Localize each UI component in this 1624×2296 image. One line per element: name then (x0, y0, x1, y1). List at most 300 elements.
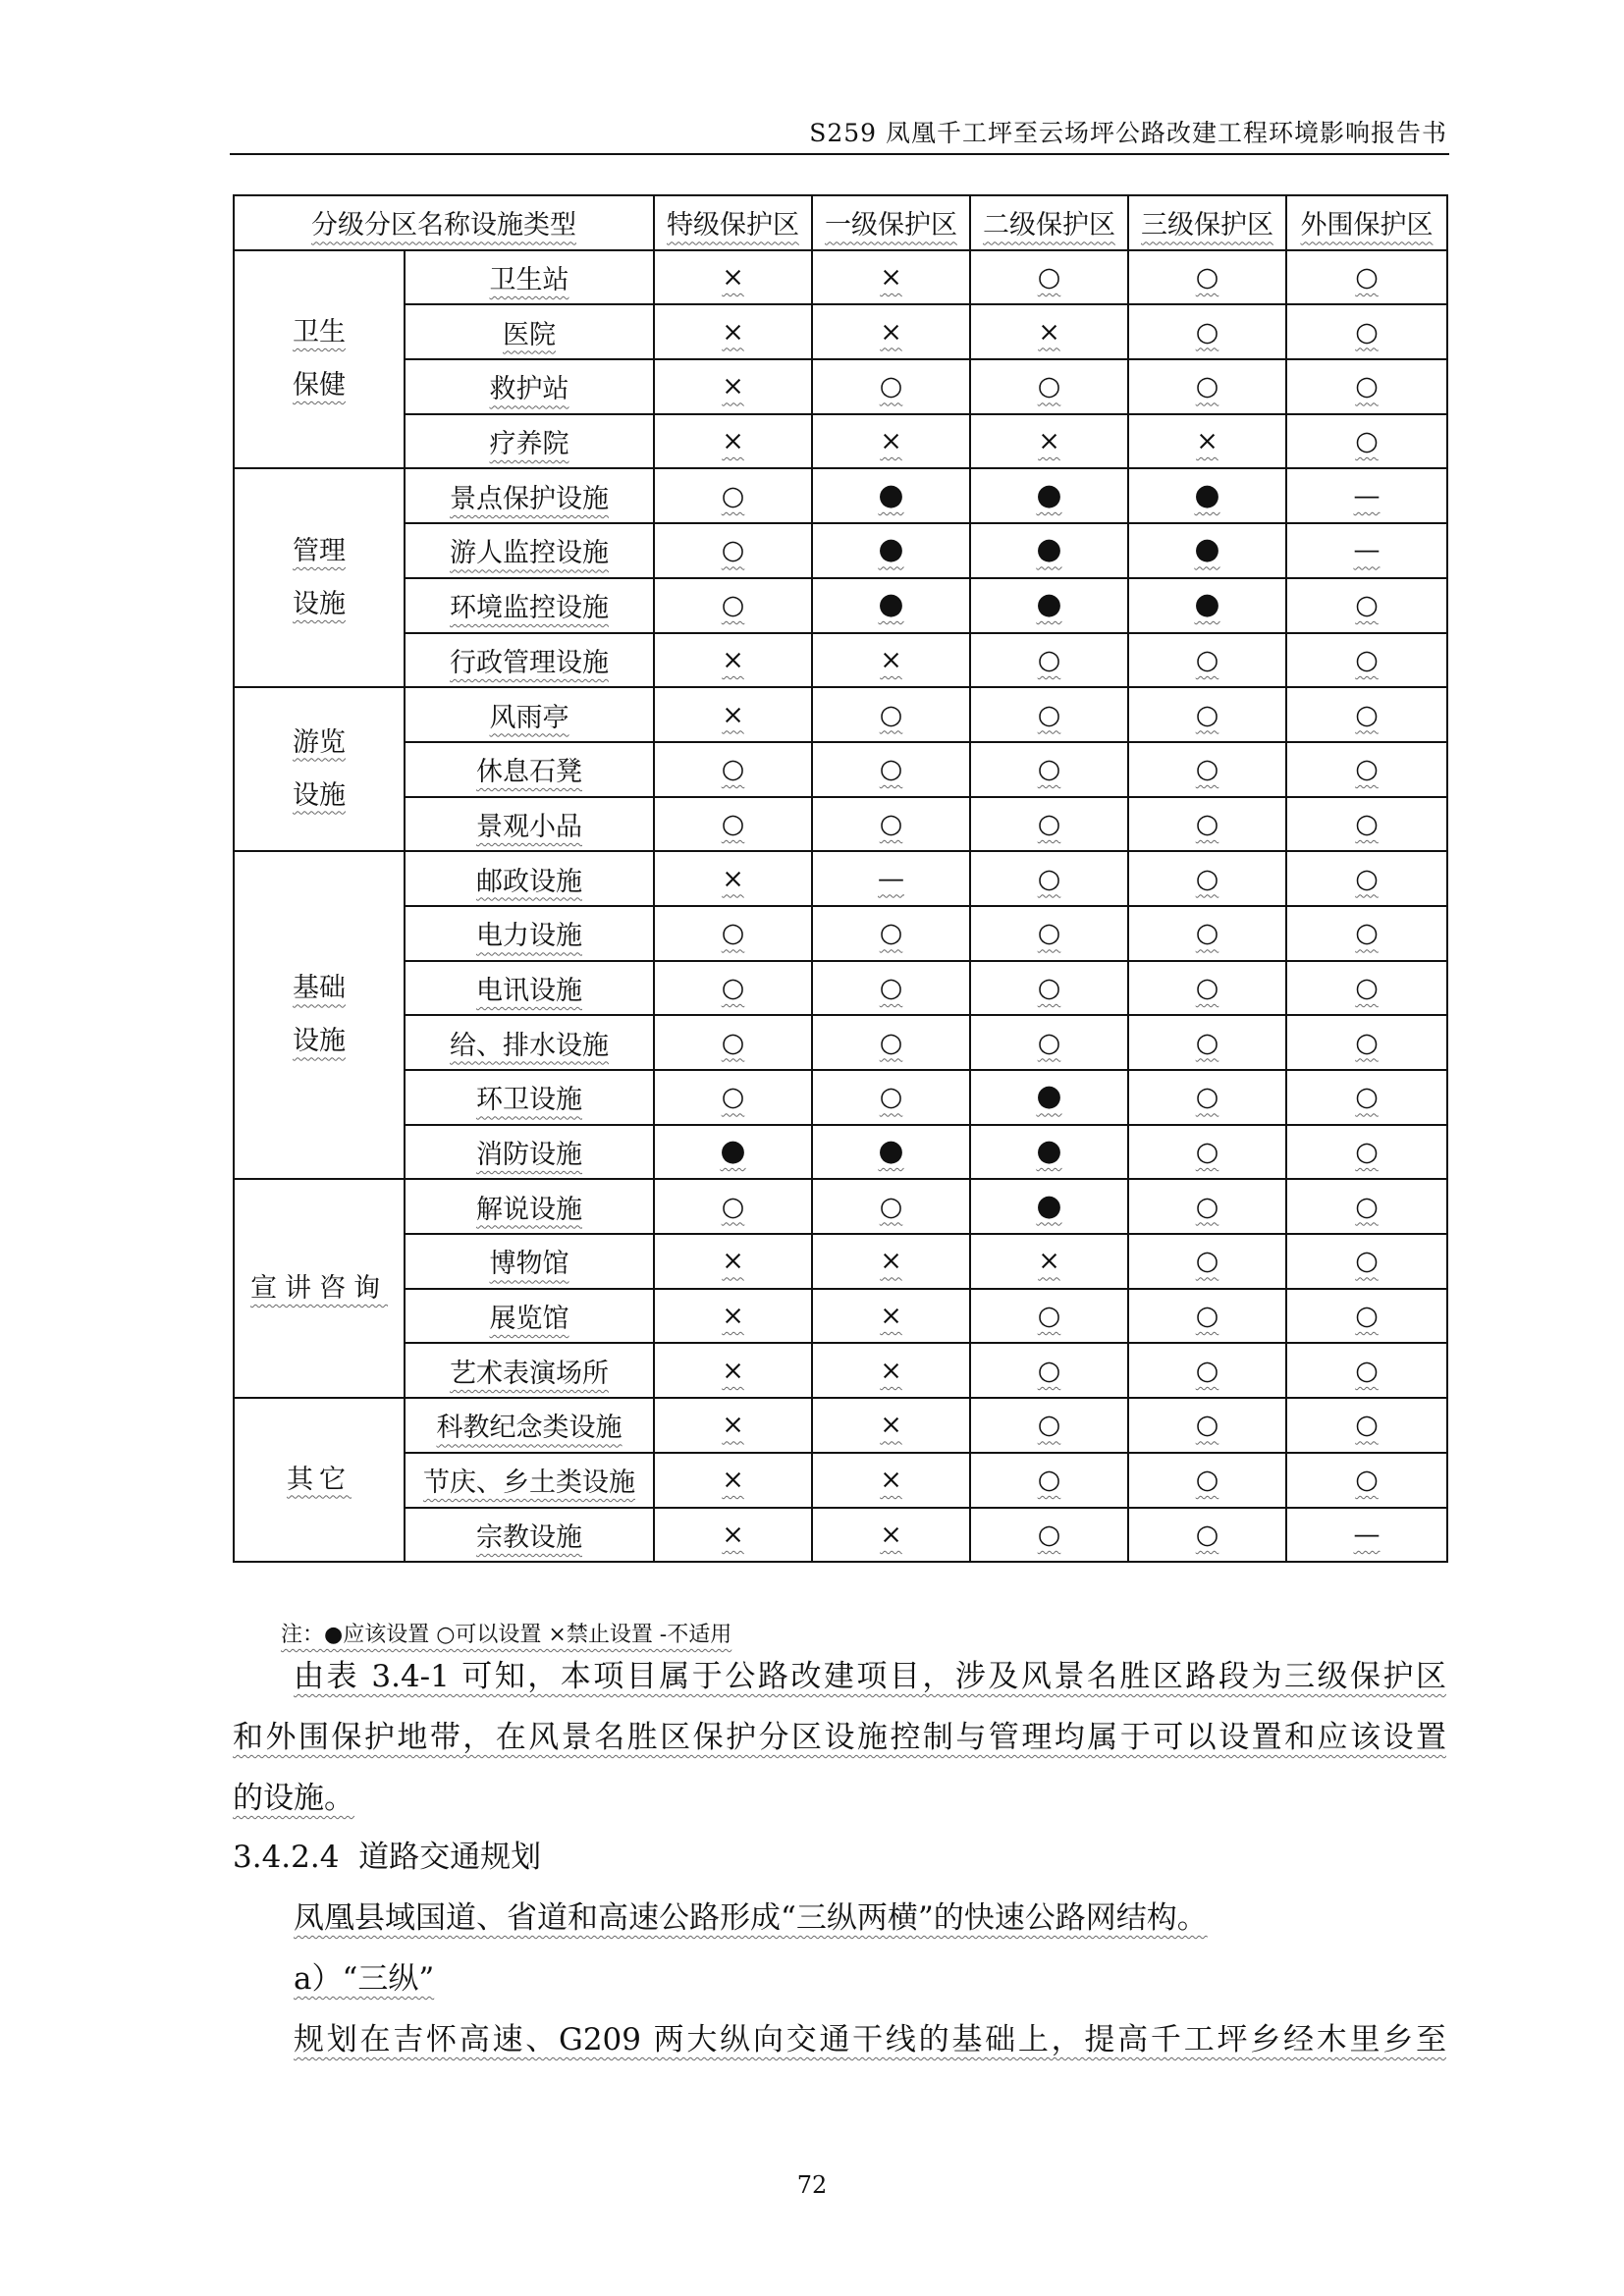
permission-cell (812, 523, 970, 578)
permission-cell (812, 1015, 970, 1070)
permission-cell (812, 1125, 970, 1180)
may-set-mark: ○ (1195, 1410, 1219, 1441)
not-applicable-mark: — (1353, 535, 1380, 566)
permission-cell (970, 633, 1128, 688)
prohibited-mark: × (722, 1519, 744, 1550)
facility-name: 卫生站 (405, 250, 654, 305)
facility-name: 环境监控设施 (405, 578, 654, 633)
prohibited-mark: × (1038, 426, 1060, 457)
may-set-mark: ○ (1355, 1301, 1379, 1332)
paragraph-line: 和外围保护地带，在风景名胜区保护分区设施控制与管理均属于可以设置和应该设置 (233, 1720, 1446, 1755)
may-set-mark: ○ (1195, 1082, 1219, 1113)
facility-name: 疗养院 (405, 414, 654, 469)
may-set-mark: ○ (1195, 1246, 1219, 1277)
permission-cell (654, 468, 812, 523)
permission-cell (1286, 1289, 1447, 1344)
may-set-mark: ○ (1355, 699, 1379, 730)
permission-cell (812, 414, 970, 469)
prohibited-mark: × (1038, 316, 1060, 347)
permission-cell (1286, 851, 1447, 906)
may-set-mark: ○ (1195, 1137, 1219, 1168)
permission-cell (812, 250, 970, 305)
should-set-mark: ● (720, 1134, 746, 1169)
prohibited-mark: × (722, 1301, 744, 1332)
may-set-mark: ○ (1195, 863, 1219, 894)
permission-cell (970, 523, 1128, 578)
may-set-mark: ○ (1355, 972, 1379, 1003)
permission-cell (654, 1398, 812, 1453)
table-row (234, 304, 1447, 359)
permission-cell (970, 414, 1128, 469)
permission-cell (1286, 1343, 1447, 1398)
may-set-mark: ○ (1037, 1027, 1061, 1058)
permission-cell (1128, 1508, 1286, 1563)
group-label: 游览 设施 (234, 687, 405, 851)
permission-cell (1286, 687, 1447, 742)
may-set-mark: ○ (1037, 1465, 1061, 1496)
may-set-mark: ○ (879, 918, 903, 949)
permission-cell (970, 961, 1128, 1016)
facility-name: 博物馆 (405, 1234, 654, 1289)
table-row (234, 1234, 1447, 1289)
may-set-mark: ○ (1355, 590, 1379, 621)
should-set-mark: ● (1194, 477, 1220, 512)
permission-cell (970, 359, 1128, 414)
may-set-mark: ○ (1195, 316, 1219, 347)
corner-header: 分级分区名称设施类型 (234, 195, 654, 250)
permission-cell (812, 633, 970, 688)
table-row (234, 961, 1447, 1016)
facility-name: 行政管理设施 (405, 633, 654, 688)
permission-cell (970, 1453, 1128, 1508)
facility-name: 给、排水设施 (405, 1015, 654, 1070)
may-set-mark: ○ (721, 754, 745, 785)
prohibited-mark: × (1196, 426, 1218, 457)
may-set-mark: ○ (1355, 918, 1379, 949)
may-set-mark: ○ (721, 480, 745, 511)
permission-cell (812, 1070, 970, 1125)
paragraph-line: 的设施。 (233, 1781, 354, 1816)
permission-cell (812, 797, 970, 852)
permission-cell (654, 1015, 812, 1070)
permission-cell (1128, 633, 1286, 688)
facility-name: 景点保护设施 (405, 468, 654, 523)
page-header (230, 110, 1449, 155)
permission-cell (812, 304, 970, 359)
may-set-mark: ○ (1037, 1355, 1061, 1386)
may-set-mark: ○ (721, 590, 745, 621)
column-header: 一级保护区 (812, 195, 970, 250)
table-header-row (234, 195, 1447, 250)
permission-cell (654, 523, 812, 578)
permission-cell (654, 851, 812, 906)
column-header: 二级保护区 (970, 195, 1128, 250)
permission-cell (1128, 961, 1286, 1016)
may-set-mark: ○ (879, 1027, 903, 1058)
prohibited-mark: × (880, 1465, 902, 1496)
may-set-mark: ○ (1355, 1246, 1379, 1277)
table-row (234, 578, 1447, 633)
may-set-mark: ○ (1037, 808, 1061, 839)
permission-cell (1128, 687, 1286, 742)
may-set-mark: ○ (1037, 262, 1061, 294)
permission-cell (654, 1343, 812, 1398)
facility-name: 医院 (405, 304, 654, 359)
prohibited-mark: × (880, 316, 902, 347)
permission-cell (654, 1508, 812, 1563)
prohibited-mark: × (880, 1301, 902, 1332)
may-set-mark: ○ (1037, 1301, 1061, 1332)
prohibited-mark: × (722, 1246, 744, 1277)
table-row (234, 414, 1447, 469)
may-set-mark: ○ (879, 371, 903, 402)
may-set-mark: ○ (721, 808, 745, 839)
may-set-mark: ○ (879, 972, 903, 1003)
permission-cell (654, 1125, 812, 1180)
facility-name: 电讯设施 (405, 961, 654, 1016)
table-row (234, 797, 1447, 852)
may-set-mark: ○ (1355, 1082, 1379, 1113)
may-set-mark: ○ (1355, 1410, 1379, 1441)
page-number: 72 (796, 2171, 828, 2199)
facility-name: 环卫设施 (405, 1070, 654, 1125)
permission-cell (654, 1289, 812, 1344)
facility-name: 展览馆 (405, 1289, 654, 1344)
may-set-mark: ○ (1355, 1465, 1379, 1496)
column-header: 三级保护区 (1128, 195, 1286, 250)
permission-cell (1286, 633, 1447, 688)
permission-cell (654, 1070, 812, 1125)
permission-cell (1286, 1125, 1447, 1180)
table-row (234, 1453, 1447, 1508)
facility-name: 节庆、乡土类设施 (405, 1453, 654, 1508)
permission-cell (1128, 414, 1286, 469)
permission-cell (970, 468, 1128, 523)
prohibited-mark: × (880, 262, 902, 294)
permission-cell (654, 797, 812, 852)
permission-cell (970, 1125, 1128, 1180)
permission-cell (1128, 1234, 1286, 1289)
table-row (234, 1125, 1447, 1180)
group-label: 卫生 保健 (234, 250, 405, 469)
prohibited-mark: × (880, 644, 902, 675)
may-set-mark: ○ (721, 1027, 745, 1058)
table-row (234, 523, 1447, 578)
permission-cell (654, 906, 812, 961)
group-label: 其它 (234, 1398, 405, 1562)
permission-cell (654, 304, 812, 359)
permission-cell (1128, 578, 1286, 633)
may-set-mark: ○ (1037, 918, 1061, 949)
permission-cell (1128, 1070, 1286, 1125)
permission-cell (1286, 1508, 1447, 1563)
permission-cell (970, 851, 1128, 906)
permission-cell (1128, 304, 1286, 359)
permission-cell (1286, 1179, 1447, 1234)
prohibited-mark: × (722, 644, 744, 675)
may-set-mark: ○ (1037, 972, 1061, 1003)
table-row (234, 250, 1447, 305)
facility-name: 景观小品 (405, 797, 654, 852)
permission-cell (1286, 1453, 1447, 1508)
may-set-mark: ○ (1195, 644, 1219, 675)
prohibited-mark: × (722, 316, 744, 347)
permission-cell (812, 1398, 970, 1453)
table-row (234, 468, 1447, 523)
permission-cell (812, 1179, 970, 1234)
permission-cell (812, 1289, 970, 1344)
permission-cell (654, 250, 812, 305)
permission-cell (970, 578, 1128, 633)
permission-cell (970, 1070, 1128, 1125)
facility-name: 消防设施 (405, 1125, 654, 1180)
permission-cell (1128, 1453, 1286, 1508)
permission-cell (812, 1508, 970, 1563)
may-set-mark: ○ (721, 535, 745, 566)
may-set-mark: ○ (1195, 972, 1219, 1003)
may-set-mark: ○ (1195, 918, 1219, 949)
table-row (234, 1179, 1447, 1234)
may-set-mark: ○ (1195, 808, 1219, 839)
may-set-mark: ○ (1355, 1027, 1379, 1058)
permission-cell (1128, 851, 1286, 906)
prohibited-mark: × (880, 1410, 902, 1441)
permission-cell (970, 742, 1128, 797)
may-set-mark: ○ (1355, 1191, 1379, 1222)
facility-name: 游人监控设施 (405, 523, 654, 578)
may-set-mark: ○ (1037, 644, 1061, 675)
may-set-mark: ○ (1195, 1519, 1219, 1550)
permission-cell (1286, 468, 1447, 523)
permission-cell (654, 359, 812, 414)
prohibited-mark: × (722, 371, 744, 402)
permission-cell (1128, 1343, 1286, 1398)
permission-cell (812, 906, 970, 961)
permission-cell (970, 1234, 1128, 1289)
permission-cell (1286, 304, 1447, 359)
permission-cell (812, 851, 970, 906)
permission-cell (970, 304, 1128, 359)
may-set-mark: ○ (1355, 371, 1379, 402)
permission-cell (1286, 797, 1447, 852)
permission-cell (812, 687, 970, 742)
may-set-mark: ○ (1195, 1027, 1219, 1058)
permission-cell (1286, 1015, 1447, 1070)
should-set-mark: ● (1036, 587, 1062, 622)
may-set-mark: ○ (1195, 262, 1219, 294)
may-set-mark: ○ (1037, 1519, 1061, 1550)
permission-cell (1128, 250, 1286, 305)
may-set-mark: ○ (1355, 754, 1379, 785)
paragraph-line: 由表 3.4-1 可知，本项目属于公路改建项目，涉及风景名胜区路段为三级保护区 (294, 1659, 1446, 1694)
may-set-mark: ○ (1355, 262, 1379, 294)
prohibited-mark: × (722, 1355, 744, 1386)
permission-cell (1128, 359, 1286, 414)
permission-cell (1128, 906, 1286, 961)
may-set-mark: ○ (1195, 1355, 1219, 1386)
may-set-mark: ○ (1037, 371, 1061, 402)
facility-name: 休息石凳 (405, 742, 654, 797)
may-set-mark: ○ (879, 808, 903, 839)
permission-cell (1286, 1398, 1447, 1453)
prohibited-mark: × (880, 1355, 902, 1386)
may-set-mark: ○ (1195, 1301, 1219, 1332)
table-row (234, 1289, 1447, 1344)
list-heading: a）“三纵” (294, 1961, 435, 1997)
may-set-mark: ○ (1195, 371, 1219, 402)
permission-cell (1286, 359, 1447, 414)
permission-cell (970, 1179, 1128, 1234)
may-set-mark: ○ (879, 754, 903, 785)
prohibited-mark: × (880, 426, 902, 457)
should-set-mark: ● (878, 477, 904, 512)
not-applicable-mark: — (878, 863, 904, 894)
may-set-mark: ○ (721, 972, 745, 1003)
permission-cell (812, 578, 970, 633)
permission-cell (654, 1234, 812, 1289)
may-set-mark: ○ (1195, 1191, 1219, 1222)
permission-cell (970, 1289, 1128, 1344)
may-set-mark: ○ (1195, 1465, 1219, 1496)
table-row (234, 1070, 1447, 1125)
permission-cell (654, 687, 812, 742)
may-set-mark: ○ (721, 918, 745, 949)
permission-cell (812, 1453, 970, 1508)
should-set-mark: ● (1036, 1188, 1062, 1223)
may-set-mark: ○ (1355, 1137, 1379, 1168)
may-set-mark: ○ (1037, 754, 1061, 785)
permission-cell (1286, 414, 1447, 469)
permission-cell (970, 906, 1128, 961)
table-row (234, 851, 1447, 906)
permission-cell (1128, 1015, 1286, 1070)
facility-name: 宗教设施 (405, 1508, 654, 1563)
may-set-mark: ○ (721, 1082, 745, 1113)
table-row (234, 1343, 1447, 1398)
should-set-mark: ● (1036, 1134, 1062, 1169)
permission-cell (1128, 1398, 1286, 1453)
permission-cell (812, 468, 970, 523)
table-row (234, 742, 1447, 797)
may-set-mark: ○ (1037, 699, 1061, 730)
permission-cell (1128, 1179, 1286, 1234)
table-legend-note: 注：●应该设置 ○可以设置 ×禁止设置 -不适用 (281, 1623, 732, 1647)
permission-cell (1286, 523, 1447, 578)
may-set-mark: ○ (1195, 699, 1219, 730)
paragraph-line: 规划在吉怀高速、G209 两大纵向交通干线的基础上，提高千工坪乡经木里乡至 (294, 2022, 1446, 2057)
table-row (234, 1015, 1447, 1070)
should-set-mark: ● (1036, 1079, 1062, 1114)
prohibited-mark: × (722, 262, 744, 294)
permission-cell (812, 742, 970, 797)
facility-control-table (233, 194, 1448, 1563)
paragraph-line: 凤凰县域国道、省道和高速公路形成“三纵两横”的快速公路网结构。 (294, 1900, 1208, 1936)
permission-cell (1128, 797, 1286, 852)
group-label: 基础 设施 (234, 851, 405, 1179)
permission-cell (970, 250, 1128, 305)
prohibited-mark: × (1038, 1246, 1060, 1277)
permission-cell (654, 414, 812, 469)
table-row (234, 906, 1447, 961)
prohibited-mark: × (722, 426, 744, 457)
prohibited-mark: × (722, 1410, 744, 1441)
permission-cell (1128, 1125, 1286, 1180)
prohibited-mark: × (880, 1246, 902, 1277)
may-set-mark: ○ (1037, 863, 1061, 894)
permission-cell (654, 961, 812, 1016)
should-set-mark: ● (1194, 532, 1220, 567)
permission-cell (1128, 742, 1286, 797)
may-set-mark: ○ (1195, 754, 1219, 785)
may-set-mark: ○ (1355, 644, 1379, 675)
section-heading: 3.4.2.4 道路交通规划 (233, 1840, 542, 1875)
should-set-mark: ● (1036, 477, 1062, 512)
table-row (234, 687, 1447, 742)
may-set-mark: ○ (1355, 426, 1379, 457)
may-set-mark: ○ (879, 1191, 903, 1222)
permission-cell (1286, 1234, 1447, 1289)
permission-cell (654, 1179, 812, 1234)
permission-cell (812, 359, 970, 414)
may-set-mark: ○ (721, 1191, 745, 1222)
prohibited-mark: × (722, 863, 744, 894)
group-label: 宣讲咨询 (234, 1179, 405, 1398)
facility-name: 救护站 (405, 359, 654, 414)
permission-cell (812, 961, 970, 1016)
may-set-mark: ○ (879, 699, 903, 730)
prohibited-mark: × (722, 1465, 744, 1496)
should-set-mark: ● (878, 1134, 904, 1169)
permission-cell (1286, 742, 1447, 797)
permission-cell (1128, 523, 1286, 578)
not-applicable-mark: — (1353, 480, 1380, 511)
may-set-mark: ○ (1355, 863, 1379, 894)
permission-cell (654, 633, 812, 688)
column-header: 特级保护区 (654, 195, 812, 250)
permission-cell (970, 1508, 1128, 1563)
report-title: S259 凤凰千工坪至云场坪公路改建工程环境影响报告书 (809, 119, 1447, 147)
permission-cell (970, 687, 1128, 742)
permission-cell (654, 742, 812, 797)
may-set-mark: ○ (1037, 1410, 1061, 1441)
not-applicable-mark: — (1353, 1519, 1380, 1550)
permission-cell (1286, 906, 1447, 961)
facility-name: 科教纪念类设施 (405, 1398, 654, 1453)
permission-cell (1128, 1289, 1286, 1344)
permission-cell (1286, 578, 1447, 633)
may-set-mark: ○ (1355, 316, 1379, 347)
table-row (234, 359, 1447, 414)
table-row (234, 633, 1447, 688)
table-row (234, 1398, 1447, 1453)
permission-cell (970, 797, 1128, 852)
should-set-mark: ● (1194, 587, 1220, 622)
prohibited-mark: × (880, 1519, 902, 1550)
facility-name: 解说设施 (405, 1179, 654, 1234)
column-header: 外围保护区 (1286, 195, 1447, 250)
facility-name: 邮政设施 (405, 851, 654, 906)
permission-cell (812, 1234, 970, 1289)
permission-cell (1286, 961, 1447, 1016)
may-set-mark: ○ (1355, 808, 1379, 839)
permission-cell (970, 1015, 1128, 1070)
permission-cell (1128, 468, 1286, 523)
should-set-mark: ● (878, 587, 904, 622)
permission-cell (812, 1343, 970, 1398)
permission-cell (970, 1398, 1128, 1453)
permission-cell (654, 1453, 812, 1508)
facility-name: 风雨亭 (405, 687, 654, 742)
